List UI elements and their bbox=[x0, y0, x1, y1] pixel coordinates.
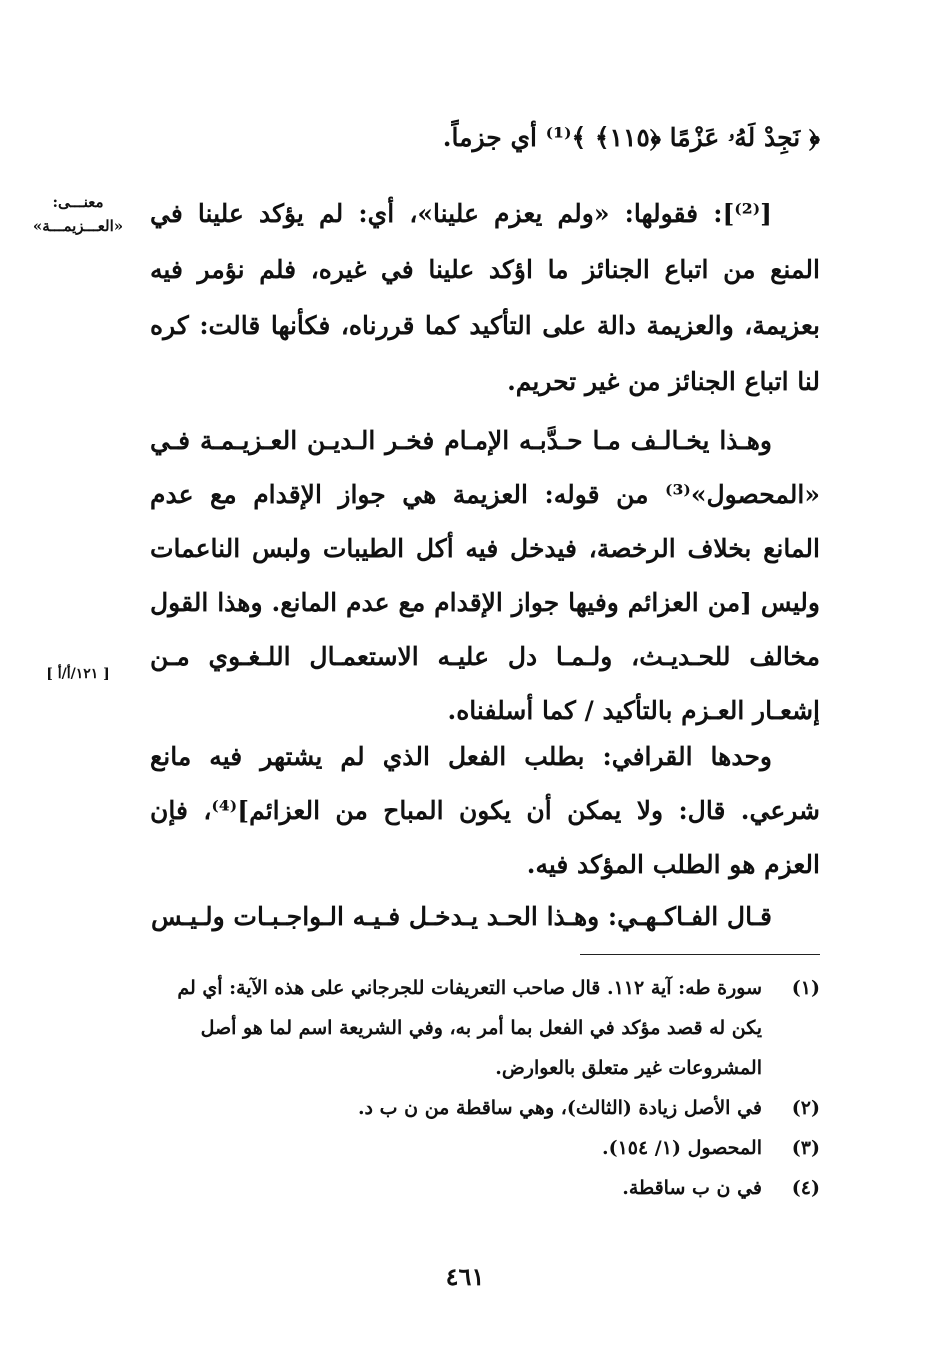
verse-line: ﴿ نَجِدْ لَهُۥ عَزْمًا ﴿١١٥﴾ ﴾⁽¹⁾ أي جزماً. bbox=[442, 123, 820, 152]
footnote-text: في الأصل زيادة (الثالث)، وهي ساقطة من ن ب د. bbox=[357, 1097, 762, 1119]
footnote-2 bbox=[150, 1088, 820, 1128]
footnote-text: في ن ب ساقطة. bbox=[622, 1177, 762, 1199]
footnote-number: (٣) bbox=[791, 1137, 820, 1159]
paragraph-1: [⁽²⁾]: فقولها: «ولم يعزم علينا»، أي: لم يؤكد علينا في المنع من اتباع الجنائز ما اؤكد علينا في غيره، فلم نؤمر فيه بعزيمة، والعزيمة دالة على التأكيد كما قررناه، فكأنها قالت: كره لنا اتباع الجنائز من غير تحريم. bbox=[150, 199, 821, 396]
page-number: ٤٦١ bbox=[445, 1262, 485, 1291]
footnote-number: (١) bbox=[791, 977, 820, 999]
paragraph-4: قـال الفـاكـهـي: وهـذا الحـد يـدخـل فـيـه الـواجـبـات ولـيـس bbox=[150, 902, 772, 931]
footnote-1 bbox=[150, 968, 820, 1088]
footnote-number: (٤) bbox=[791, 1177, 820, 1199]
margin-note-meaning: معنـــى: «العـــزيمـــة» bbox=[32, 193, 124, 235]
footnote-text: المحصول (١/ ١٥٤). bbox=[601, 1137, 762, 1159]
footnote-separator bbox=[580, 954, 820, 955]
footnote-3 bbox=[150, 1128, 820, 1168]
margin-note-folio: [ ١٢١/أ/أ ] bbox=[46, 666, 110, 682]
paragraph-3: وحدها القرافي: بطلب الفعل الذي لم يشتهر فيه مانع شرعي. قال: ولا يمكن أن يكون المباح من العزائم]⁽⁴⁾، فإن العزم هو الطلب المؤكد فيه. bbox=[150, 742, 820, 879]
footnote-4 bbox=[150, 1168, 820, 1208]
paragraph-2: وهـذا يخـالـف مـا حـدَّبـه الإمـام فخـر الـديـن العـزيـمـة فـي «المحصول»⁽³⁾ من قوله: العزيمة هي جواز الإقدام مع عدم المانع بخلاف الرخصة، فيدخل فيه أكل الطيبات ولبس الناعمات وليس [من العزائم وفيها جواز الإقدام مع عدم المانع. وهذا القول مخالف للحـديـث، ولـمـا دل عليـه الاستعمـال اللـغـوي مـن إشعـار العـزم بالتأكيد / كما أسلفناه. bbox=[150, 426, 820, 725]
footnotes bbox=[150, 968, 820, 1208]
footnote-text: سورة طه: آية ١١٢. قال صاحب التعريفات للجرجاني على هذه الآية: أي لم يكن له قصد مؤكد في الفعل بما أمر به، وفي الشريعة اسم لما هو أصل المشروعات غير متعلق بالعوارض. bbox=[177, 977, 762, 1079]
footnote-number: (٢) bbox=[791, 1097, 820, 1119]
